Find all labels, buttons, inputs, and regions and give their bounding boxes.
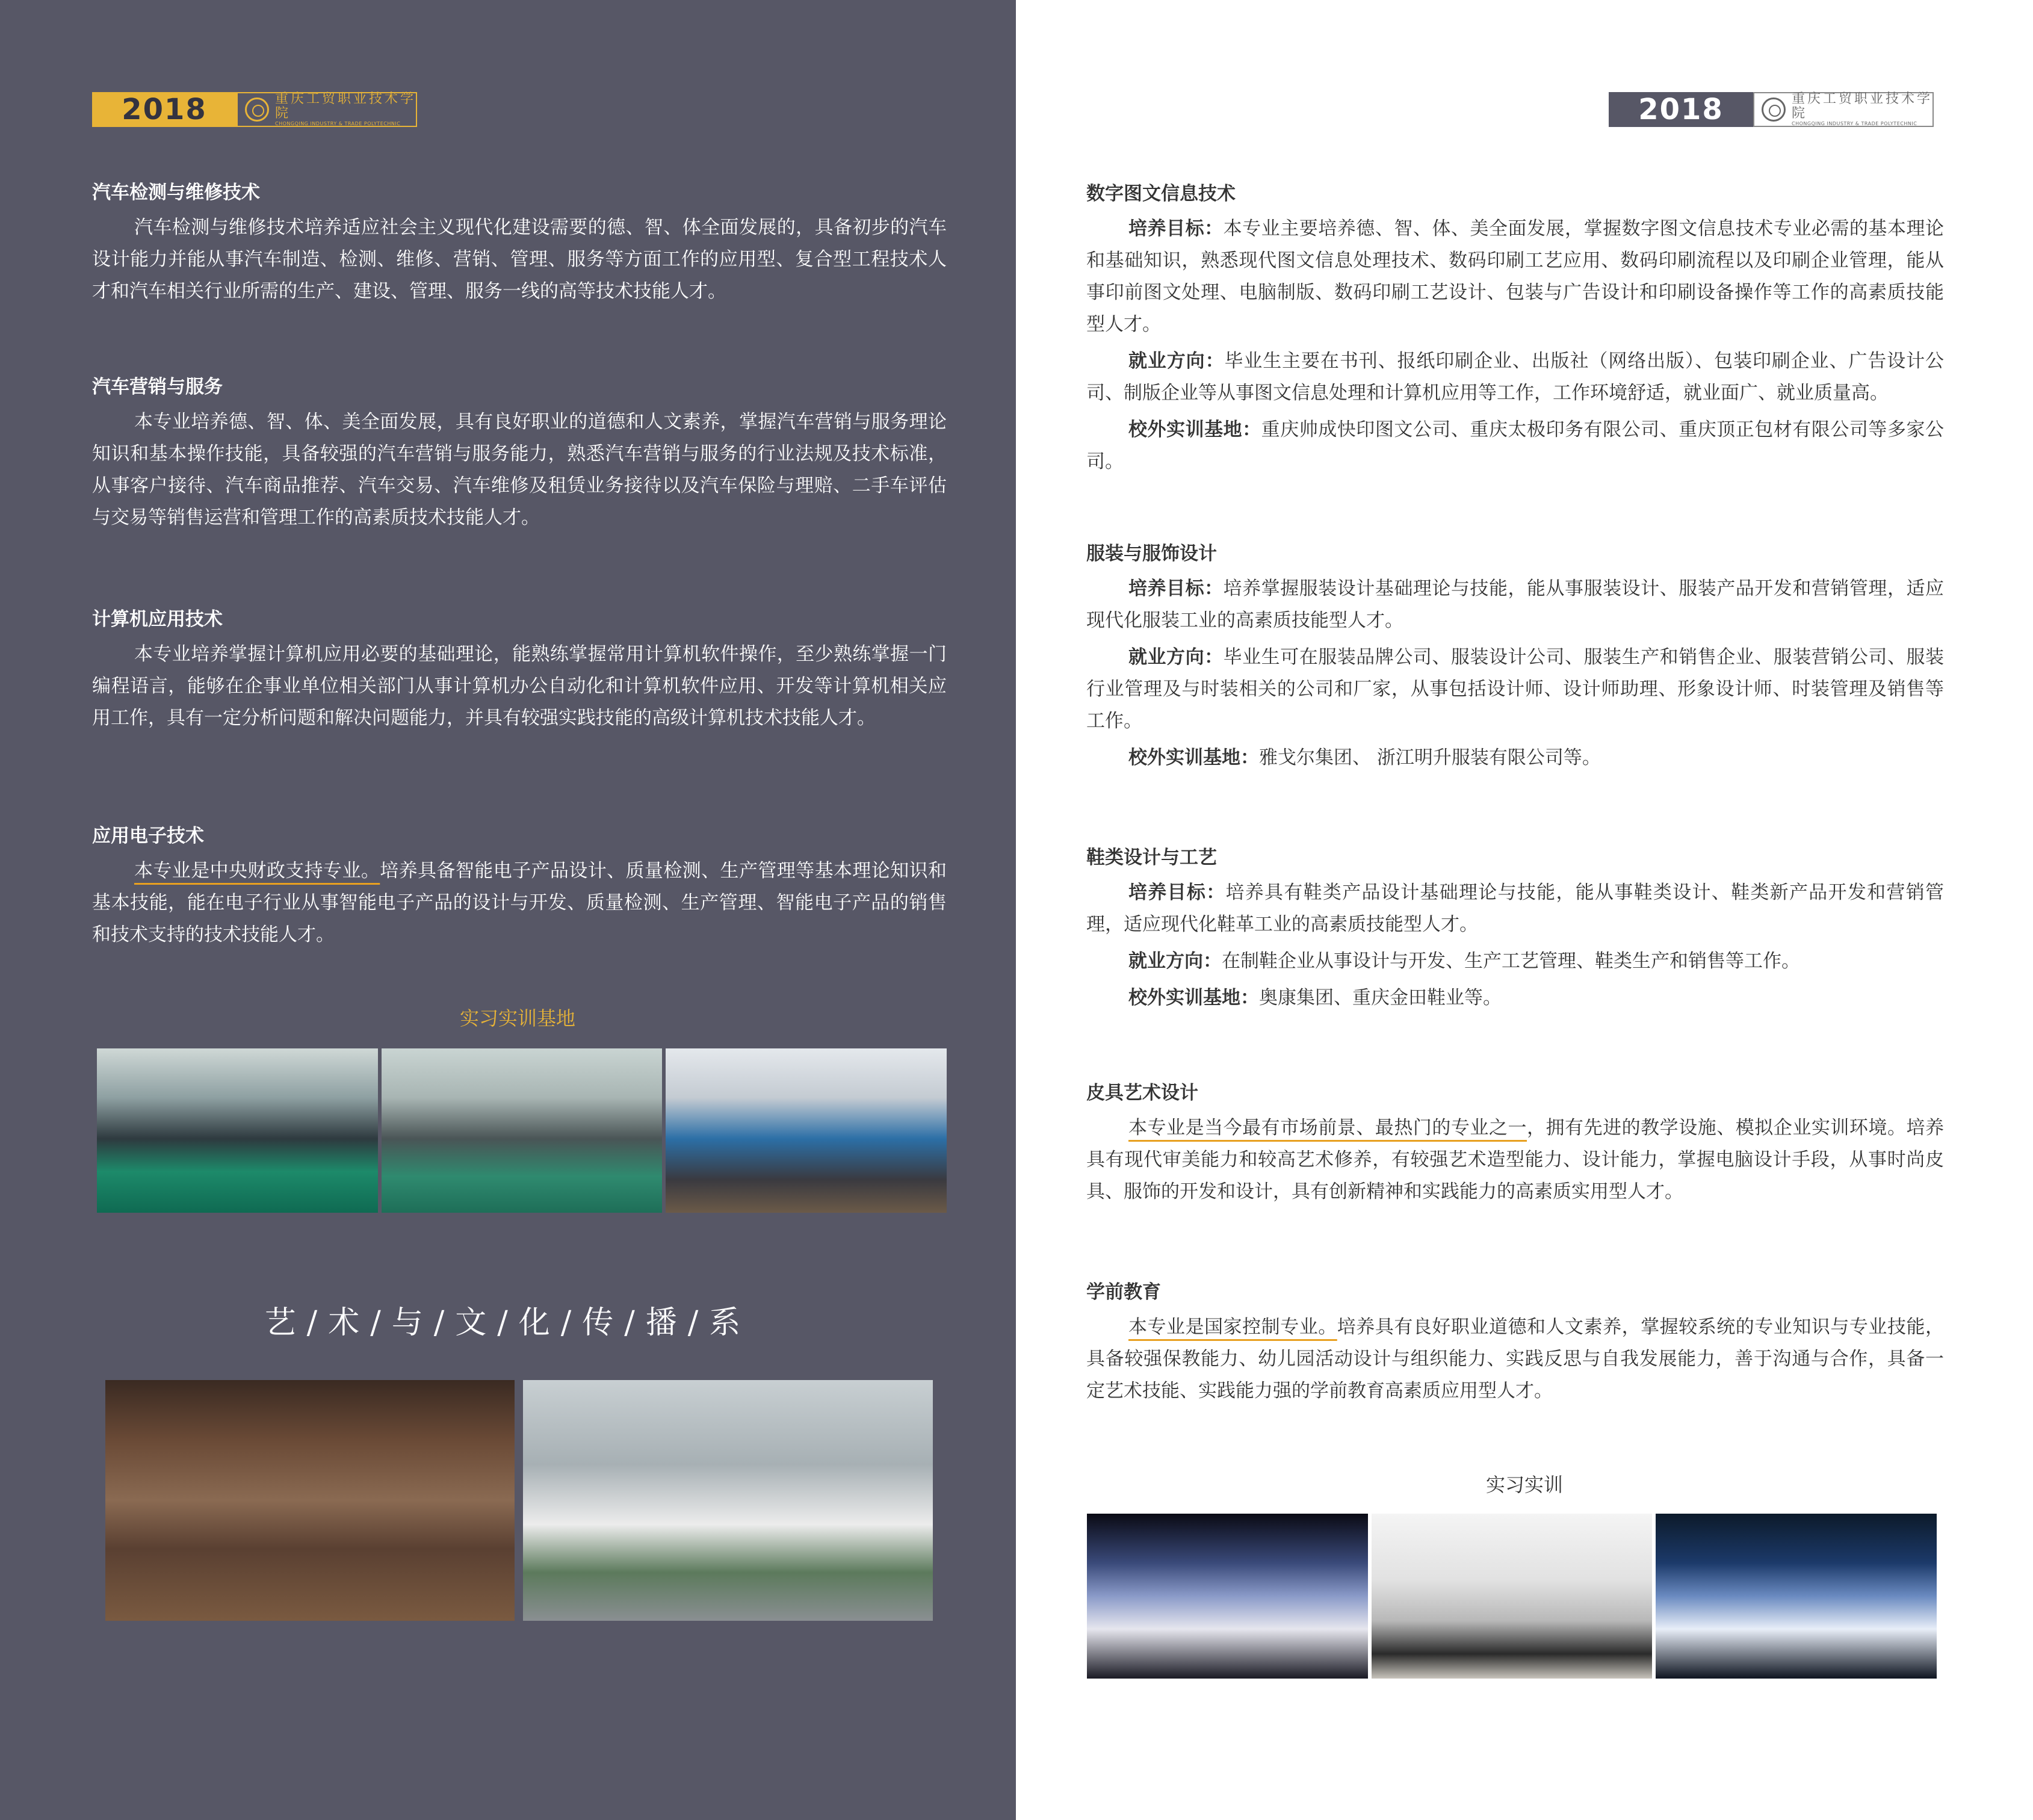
base-paragraph: [1086, 414, 1944, 478]
section-body: [92, 855, 947, 951]
body-text: ，拥有先进的教学设施、模拟企业实训环境。培养具有现代审美能力和较高艺术修养，有较强艺术造型能力、设计能力，掌握电脑设计手段，从事时尚皮具、服饰的开发和设计，具有创新精神和实践能力的高素质实用型人才。: [1086, 1117, 1944, 1202]
direction-label: 就业方向：: [1128, 350, 1225, 372]
goal-paragraph: [1086, 573, 1944, 637]
school-seal-icon: [1762, 98, 1786, 122]
photo-auto-workshop: [97, 1048, 378, 1213]
direction-text: 毕业生主要在书刊、报纸印刷企业、出版社（网络出版）、包装印刷企业、广告设计公司、制版企业等从事图文信息处理和计算机应用等工作，工作环境舒适，就业面广、就业质量高。: [1086, 350, 1945, 404]
body-text: 培养具有良好职业道德和人文素养，掌握较系统的专业知识与专业技能，具备较强保教能力、幼儿园活动设计与组织能力、实践反思与自我发展能力，善于沟通与合作，具备一定艺术技能、实践能力强的学前教育高素质应用型人才。: [1086, 1316, 1945, 1402]
training-caption: 实习实训基地: [459, 1007, 575, 1030]
direction-paragraph: [1086, 642, 1944, 737]
base-paragraph: [1086, 742, 1944, 774]
base-label: 校外实训基地：: [1128, 419, 1261, 441]
base-paragraph: [1086, 982, 1944, 1014]
goal-label: 培养目标：: [1128, 882, 1226, 903]
section-computer-app: [92, 607, 947, 734]
highlight-text: 本专业是当今最有市场前景、最热门的专业之一: [1128, 1117, 1527, 1139]
goal-text: 培养掌握服装设计基础理论与技能，能从事服装设计、服装产品开发和营销管理，适应现代化服装工业的高素质技能型人才。: [1086, 578, 1945, 631]
section-title: 数字图文信息技术: [1086, 183, 1236, 205]
training-caption: 实习实训: [1485, 1473, 1563, 1496]
school-logo: [1753, 92, 1934, 127]
school-name-en: CHONGQING INDUSTRY & TRADE POLYTECHNIC: [275, 121, 401, 126]
direction-paragraph: [1086, 345, 1944, 409]
section-title: 计算机应用技术: [92, 608, 223, 630]
direction-text: 在制鞋企业从事设计与开发、生产工艺管理、鞋类生产和销售等工作。: [1222, 950, 1800, 972]
section-body: 本专业培养德、智、体、美全面发展，具有良好职业的道德和人文素养，掌握汽车营销与服务理论知识和基本操作技能，具备较强的汽车营销与服务能力，熟悉汽车营销与服务的行业法规及技术标准，从事客户接待、汽车商品推荐、汽车交易、汽车维修及租赁业务接待以及汽车保险与理赔、二手车评估与交易等销售运营和管理工作的高素质技术技能人才。: [92, 411, 947, 528]
direction-label: 就业方向：: [1128, 950, 1222, 972]
goal-paragraph: [1086, 877, 1944, 941]
body-text: 培养具备智能电子产品设计、质量检测、生产管理等基本理论知识和基本技能，能在电子行业从事智能电子产品的设计与开发、质量检测、生产管理、智能电子产品的销售和技术支持的技术技能人才。: [92, 860, 947, 946]
right-page: [1016, 0, 2033, 1820]
base-label: 校外实训基地：: [1128, 747, 1259, 769]
section-title: 服装与服饰设计: [1086, 543, 1217, 565]
photo-computer-classroom: [1372, 1514, 1653, 1679]
school-logo: [237, 92, 417, 127]
goal-paragraph: [1086, 213, 1944, 341]
section-title: 汽车营销与服务: [92, 376, 223, 398]
year-label: 2018: [1609, 92, 1753, 127]
photo-fashion-show: [1087, 1514, 1368, 1679]
section-title: 皮具艺术设计: [1086, 1082, 1198, 1104]
training-photos: [1087, 1514, 1937, 1679]
photo-electronics-lab: [666, 1048, 947, 1213]
year-label: 2018: [92, 92, 237, 127]
photo-cafe-students: [105, 1380, 515, 1621]
direction-paragraph: [1086, 946, 1944, 977]
section-body: [1086, 1311, 1944, 1407]
department-photos: [105, 1380, 933, 1621]
goal-text: 培养具有鞋类产品设计基础理论与技能，能从事鞋类设计、鞋类新产品开发和营销管理，适应现代化鞋革工业的高素质技能型人才。: [1086, 882, 1945, 935]
section-body: 本专业培养掌握计算机应用必要的基础理论，能熟练掌握常用计算机软件操作，至少熟练掌握一门编程语言，能够在企事业单位相关部门从事计算机办公自动化和计算机软件应用、开发等计算机相关应用工作，具有一定分析问题和解决问题能力，并具有较强实践技能的高级计算机技术技能人才。: [92, 643, 947, 729]
base-text: 重庆帅成快印图文公司、重庆太极印务有限公司、重庆顶正包材有限公司等多家公司。: [1086, 419, 1945, 472]
section-auto-repair: [92, 181, 947, 308]
base-text: 奥康集团、重庆金田鞋业等。: [1259, 987, 1502, 1009]
section-fashion-design: [1086, 542, 1944, 774]
goal-text: 本专业主要培养德、智、体、美全面发展，掌握数字图文信息技术专业必需的基本理论和基础知识，熟悉现代图文信息处理技术、数码印刷工艺应用、数码印刷流程以及印刷企业管理，能从事印前图文处理、电脑制版、数码印刷工艺设计、包装与广告设计和印刷设备操作等工作的高素质技能型人才。: [1086, 218, 1945, 335]
section-shoe-design: [1086, 846, 1944, 1014]
section-preschool-edu: [1086, 1280, 1944, 1407]
section-digital-graphics: [1086, 182, 1944, 478]
section-title: 鞋类设计与工艺: [1086, 847, 1217, 868]
school-name-cn: 重庆工贸职业技术学院: [1792, 91, 1933, 121]
department-title: 艺/术/与/文/化/传/播/系: [264, 1305, 752, 1341]
header-badge-right: [1609, 92, 1934, 127]
school-name-cn: 重庆工贸职业技术学院: [275, 91, 416, 121]
section-leather-art: [1086, 1081, 1944, 1208]
training-photos: [97, 1048, 947, 1213]
section-title: 学前教育: [1086, 1281, 1161, 1303]
photo-fashion-display: [523, 1380, 933, 1621]
goal-label: 培养目标：: [1128, 578, 1224, 599]
school-seal-icon: [245, 98, 269, 122]
school-name-en: CHONGQING INDUSTRY & TRADE POLYTECHNIC: [1792, 121, 1917, 126]
goal-label: 培养目标：: [1128, 218, 1224, 240]
section-title: 汽车检测与维修技术: [92, 182, 260, 203]
highlight-text: 本专业是中央财政支持专业。: [134, 860, 380, 882]
section-title: 应用电子技术: [92, 825, 204, 847]
direction-label: 就业方向：: [1128, 646, 1224, 668]
base-label: 校外实训基地：: [1128, 987, 1259, 1009]
section-body: [1086, 1112, 1944, 1208]
section-electronics: [92, 824, 947, 951]
section-auto-marketing: [92, 375, 947, 534]
base-text: 雅戈尔集团、 浙江明升服装有限公司等。: [1259, 747, 1601, 769]
left-page: [0, 0, 1016, 1820]
direction-text: 毕业生可在服装品牌公司、服装设计公司、服装生产和销售企业、服装营销公司、服装行业管理及与时装相关的公司和厂家，从事包括设计师、设计师助理、形象设计师、时装管理及销售等工作。: [1086, 646, 1945, 732]
photo-engine-lab: [382, 1048, 663, 1213]
photo-bridal-show: [1656, 1514, 1937, 1679]
highlight-text: 本专业是国家控制专业。: [1128, 1316, 1337, 1338]
header-badge-left: [92, 92, 417, 127]
section-body: 汽车检测与维修技术培养适应社会主义现代化建设需要的德、智、体全面发展的，具备初步的汽车设计能力并能从事汽车制造、检测、维修、营销、管理、服务等方面工作的应用型、复合型工程技术人才和汽车相关行业所需的生产、建设、管理、服务一线的高等技术技能人才。: [92, 217, 947, 302]
